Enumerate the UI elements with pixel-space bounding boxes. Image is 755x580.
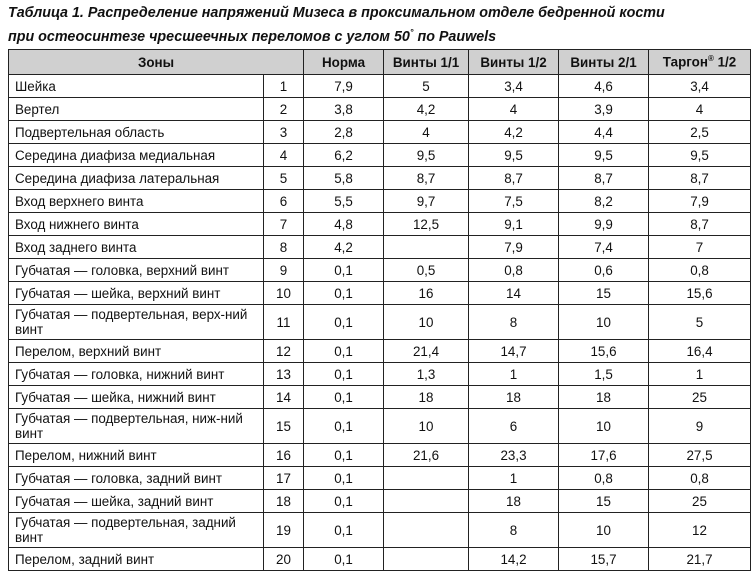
zone-cell: Середина диафиза медиальная [9, 144, 264, 167]
screws-2-1-cell: 9,5 [559, 144, 649, 167]
header-targon-mark: ® [707, 54, 714, 64]
zone-cell: Губчатая — головка, задний винт [9, 467, 264, 490]
norm-cell: 0,1 [304, 548, 384, 571]
zone-cell: Губчатая — головка, верхний винт [9, 259, 264, 282]
zone-cell: Губчатая — шейка, верхний винт [9, 282, 264, 305]
table-row [9, 236, 751, 259]
zone-cell: Губчатая — головка, нижний винт [9, 363, 264, 386]
norm-cell: 0,1 [304, 259, 384, 282]
norm-cell: 0,1 [304, 305, 384, 340]
zone-number-cell: 1 [264, 75, 304, 98]
screws-2-1-cell: 15,6 [559, 340, 649, 363]
table-row [9, 259, 751, 282]
table-header-row [9, 50, 751, 75]
screws-2-1-cell: 1,5 [559, 363, 649, 386]
screws-1-2-cell: 14,2 [469, 548, 559, 571]
screws-1-2-cell: 7,9 [469, 236, 559, 259]
targon-cell: 0,8 [649, 467, 751, 490]
screws-1-2-cell: 6 [469, 409, 559, 444]
targon-cell: 0,8 [649, 259, 751, 282]
zone-number-cell: 17 [264, 467, 304, 490]
table-row [9, 190, 751, 213]
screws-2-1-cell: 0,6 [559, 259, 649, 282]
table-row [9, 305, 751, 340]
targon-cell: 5 [649, 305, 751, 340]
screws-1-1-cell: 10 [384, 305, 469, 340]
screws-2-1-cell: 17,6 [559, 444, 649, 467]
norm-cell: 0,1 [304, 409, 384, 444]
norm-cell: 0,1 [304, 363, 384, 386]
screws-1-2-cell: 8 [469, 305, 559, 340]
norm-cell: 0,1 [304, 513, 384, 548]
targon-cell: 25 [649, 386, 751, 409]
targon-cell: 1 [649, 363, 751, 386]
targon-cell: 2,5 [649, 121, 751, 144]
screws-2-1-cell: 15 [559, 282, 649, 305]
screws-1-1-cell: 0,5 [384, 259, 469, 282]
table-row [9, 548, 751, 571]
table-row [9, 213, 751, 236]
stress-table [8, 49, 751, 571]
table-row [9, 121, 751, 144]
caption-line-1: Таблица 1. Распределение напряжений Мизеса в проксимальном отделе бедренной кости [8, 5, 665, 21]
targon-cell: 7 [649, 236, 751, 259]
table-row [9, 98, 751, 121]
zone-number-cell: 6 [264, 190, 304, 213]
norm-cell: 0,1 [304, 282, 384, 305]
zone-number-cell: 13 [264, 363, 304, 386]
screws-2-1-cell: 8,7 [559, 167, 649, 190]
norm-cell: 0,1 [304, 386, 384, 409]
norm-cell: 4,8 [304, 213, 384, 236]
zone-number-cell: 14 [264, 386, 304, 409]
screws-1-2-cell: 1 [469, 363, 559, 386]
zone-number-cell: 11 [264, 305, 304, 340]
header-screws-1-1: Винты 1/1 [384, 50, 469, 75]
norm-cell: 0,1 [304, 490, 384, 513]
screws-1-2-cell: 14 [469, 282, 559, 305]
screws-1-2-cell: 4 [469, 98, 559, 121]
header-targon-tail: 1/2 [713, 54, 737, 70]
zone-cell: Вход верхнего винта [9, 190, 264, 213]
targon-cell: 15,6 [649, 282, 751, 305]
screws-1-1-cell [384, 548, 469, 571]
norm-cell: 5,5 [304, 190, 384, 213]
targon-cell: 8,7 [649, 213, 751, 236]
screws-2-1-cell: 10 [559, 305, 649, 340]
screws-1-2-cell: 18 [469, 490, 559, 513]
screws-1-1-cell: 16 [384, 282, 469, 305]
screws-2-1-cell: 9,9 [559, 213, 649, 236]
zone-cell: Перелом, верхний винт [9, 340, 264, 363]
screws-1-2-cell: 14,7 [469, 340, 559, 363]
screws-1-1-cell: 12,5 [384, 213, 469, 236]
norm-cell: 2,8 [304, 121, 384, 144]
header-screws-1-2: Винты 1/2 [469, 50, 559, 75]
zone-cell: Губчатая — подвертельная, ниж-ний винт [9, 409, 264, 444]
zone-cell: Вертел [9, 98, 264, 121]
screws-1-1-cell: 4 [384, 121, 469, 144]
zone-number-cell: 5 [264, 167, 304, 190]
zone-cell: Перелом, нижний винт [9, 444, 264, 467]
table-row [9, 467, 751, 490]
screws-1-2-cell: 7,5 [469, 190, 559, 213]
table-body [9, 75, 751, 571]
screws-1-1-cell [384, 513, 469, 548]
zone-cell: Вход заднего винта [9, 236, 264, 259]
screws-1-2-cell: 8,7 [469, 167, 559, 190]
norm-cell: 0,1 [304, 467, 384, 490]
screws-2-1-cell: 4,6 [559, 75, 649, 98]
table-row [9, 409, 751, 444]
header-targon [649, 50, 751, 75]
norm-cell: 0,1 [304, 340, 384, 363]
screws-1-2-cell: 1 [469, 467, 559, 490]
screws-1-1-cell: 1,3 [384, 363, 469, 386]
table-row [9, 363, 751, 386]
screws-2-1-cell: 7,4 [559, 236, 649, 259]
table-row [9, 75, 751, 98]
norm-cell: 6,2 [304, 144, 384, 167]
zone-cell: Губчатая — шейка, задний винт [9, 490, 264, 513]
screws-1-1-cell: 5 [384, 75, 469, 98]
zone-number-cell: 18 [264, 490, 304, 513]
screws-2-1-cell: 0,8 [559, 467, 649, 490]
targon-cell: 9 [649, 409, 751, 444]
zone-cell: Шейка [9, 75, 264, 98]
table-row [9, 490, 751, 513]
screws-1-1-cell [384, 467, 469, 490]
targon-cell: 3,4 [649, 75, 751, 98]
zone-number-cell: 19 [264, 513, 304, 548]
targon-cell: 16,4 [649, 340, 751, 363]
norm-cell: 4,2 [304, 236, 384, 259]
table-row [9, 513, 751, 548]
zone-cell: Губчатая — подвертельная, верх-ний винт [9, 305, 264, 340]
zone-cell: Губчатая — подвертельная, задний винт [9, 513, 264, 548]
zone-number-cell: 9 [264, 259, 304, 282]
screws-1-2-cell: 9,1 [469, 213, 559, 236]
table-row [9, 386, 751, 409]
norm-cell: 3,8 [304, 98, 384, 121]
zone-number-cell: 16 [264, 444, 304, 467]
table-row [9, 340, 751, 363]
table-row [9, 167, 751, 190]
screws-1-1-cell: 9,7 [384, 190, 469, 213]
screws-2-1-cell: 10 [559, 513, 649, 548]
screws-2-1-cell: 18 [559, 386, 649, 409]
header-zones: Зоны [9, 50, 304, 75]
table-row [9, 144, 751, 167]
targon-cell: 12 [649, 513, 751, 548]
screws-1-1-cell: 10 [384, 409, 469, 444]
zone-number-cell: 12 [264, 340, 304, 363]
screws-1-2-cell: 3,4 [469, 75, 559, 98]
screws-2-1-cell: 15,7 [559, 548, 649, 571]
screws-1-2-cell: 0,8 [469, 259, 559, 282]
screws-2-1-cell: 8,2 [559, 190, 649, 213]
zone-number-cell: 10 [264, 282, 304, 305]
screws-1-2-cell: 23,3 [469, 444, 559, 467]
caption-line-2-tail: по Pauwels [413, 28, 497, 45]
screws-2-1-cell: 15 [559, 490, 649, 513]
screws-1-1-cell: 8,7 [384, 167, 469, 190]
screws-1-1-cell [384, 490, 469, 513]
header-targon-name: Таргон [662, 54, 708, 70]
zone-cell: Губчатая — шейка, нижний винт [9, 386, 264, 409]
screws-1-1-cell: 21,6 [384, 444, 469, 467]
screws-2-1-cell: 3,9 [559, 98, 649, 121]
zone-cell: Вход нижнего винта [9, 213, 264, 236]
screws-2-1-cell: 4,4 [559, 121, 649, 144]
targon-cell: 21,7 [649, 548, 751, 571]
caption-line-2 [8, 23, 748, 47]
screws-1-1-cell: 4,2 [384, 98, 469, 121]
zone-number-cell: 15 [264, 409, 304, 444]
norm-cell: 7,9 [304, 75, 384, 98]
targon-cell: 27,5 [649, 444, 751, 467]
targon-cell: 25 [649, 490, 751, 513]
table-row [9, 282, 751, 305]
screws-1-1-cell [384, 236, 469, 259]
zone-number-cell: 3 [264, 121, 304, 144]
screws-1-1-cell: 21,4 [384, 340, 469, 363]
screws-1-2-cell: 8 [469, 513, 559, 548]
caption-degree-mark: ° [409, 27, 414, 37]
zone-number-cell: 8 [264, 236, 304, 259]
table-row [9, 444, 751, 467]
zone-number-cell: 4 [264, 144, 304, 167]
norm-cell: 5,8 [304, 167, 384, 190]
targon-cell: 4 [649, 98, 751, 121]
screws-1-2-cell: 4,2 [469, 121, 559, 144]
table-caption [8, 4, 748, 47]
caption-line-2-text: при остеосинтезе чресшеечных переломов с углом 50 [8, 28, 410, 45]
targon-cell: 8,7 [649, 167, 751, 190]
screws-1-2-cell: 9,5 [469, 144, 559, 167]
zone-number-cell: 2 [264, 98, 304, 121]
zone-cell: Перелом, задний винт [9, 548, 264, 571]
norm-cell: 0,1 [304, 444, 384, 467]
targon-cell: 9,5 [649, 144, 751, 167]
zone-number-cell: 7 [264, 213, 304, 236]
screws-2-1-cell: 10 [559, 409, 649, 444]
zone-cell: Подвертельная область [9, 121, 264, 144]
screws-1-1-cell: 18 [384, 386, 469, 409]
header-norm: Норма [304, 50, 384, 75]
header-screws-2-1: Винты 2/1 [559, 50, 649, 75]
targon-cell: 7,9 [649, 190, 751, 213]
zone-cell: Середина диафиза латеральная [9, 167, 264, 190]
screws-1-1-cell: 9,5 [384, 144, 469, 167]
zone-number-cell: 20 [264, 548, 304, 571]
screws-1-2-cell: 18 [469, 386, 559, 409]
